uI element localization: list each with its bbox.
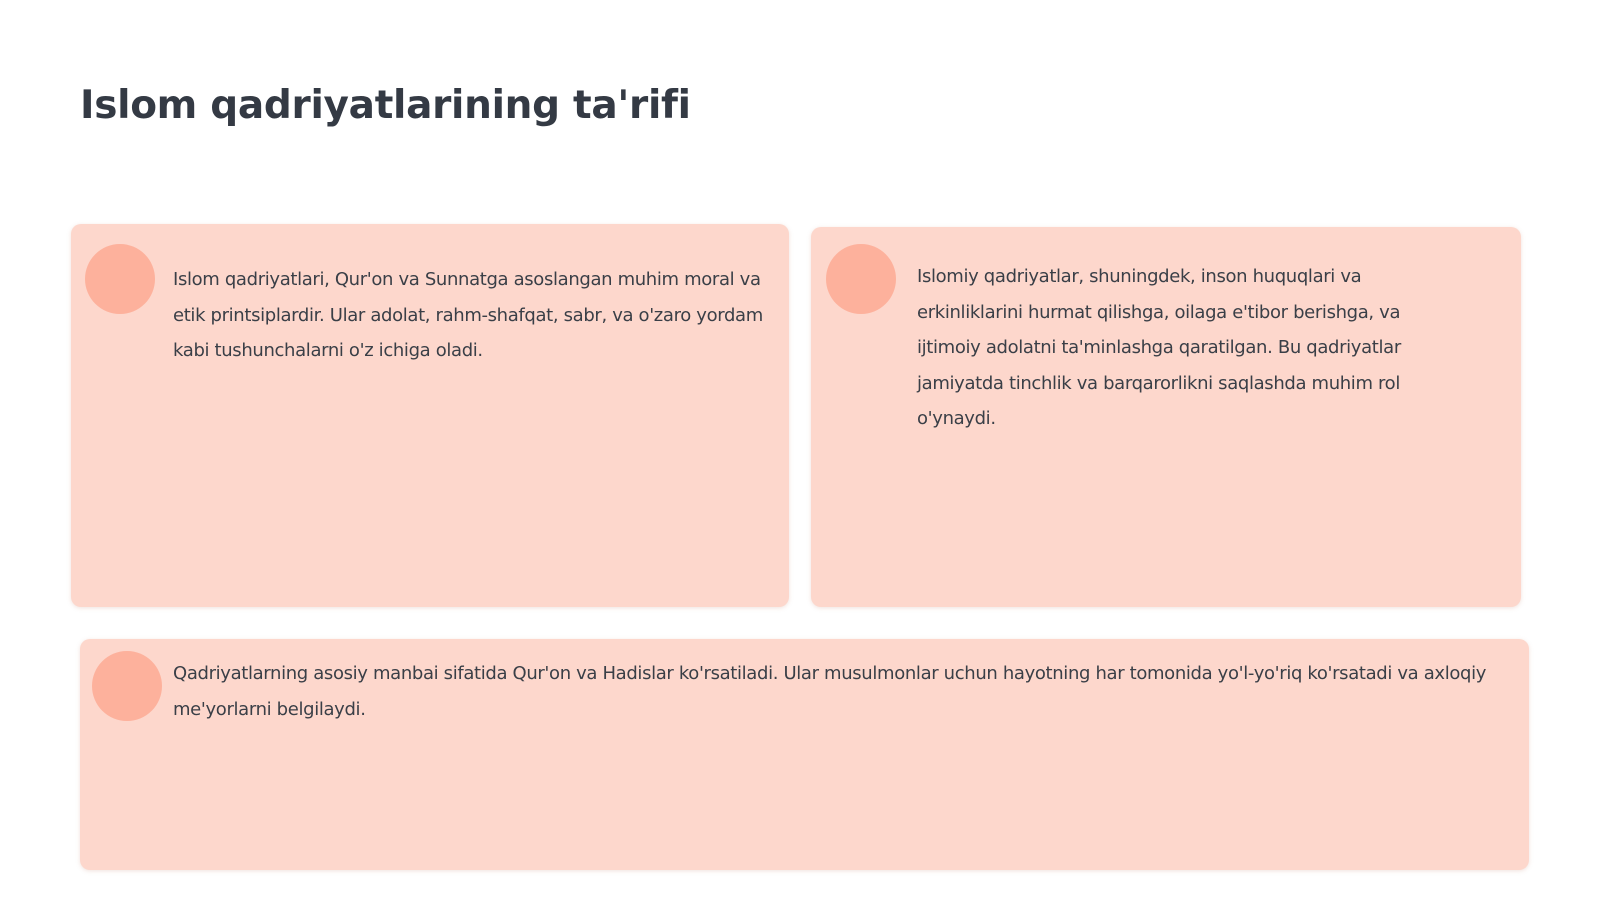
card-text: Qadriyatlarning asosiy manbai sifatida Qur'on va Hadislar ko'rsatiladi. Ular musulmonlar uchun hayotning har tomonida yo'l-yo'riq ko'rsatadi va axloqiy me'yorlarni belgilaydi. (173, 663, 1487, 720)
card-text: Islomiy qadriyatlar, shuningdek, inson huquqlari va erkinliklarini hurmat qilishga, oilaga e'tibor berishga, va ijtimoiy adolatni ta'minlashga qaratilgan. Bu qadriyatlar jamiyatda tinchlik va barqarorlikni saqlashda muhim rol o'ynaydi. (917, 266, 1401, 429)
card-text: Islom qadriyatlari, Qur'on va Sunnatga asoslangan muhim moral va etik printsiplardir. Ular adolat, rahm-shafqat, sabr, va o'zaro yordam kabi tushunchalarni o'z ichiga oladi. (173, 269, 763, 361)
slide-title: Islom qadriyatlarining ta'rifi (80, 83, 691, 128)
definition-card-2 (811, 227, 1521, 607)
circle-bullet-icon (826, 244, 896, 314)
circle-bullet-icon (92, 651, 162, 721)
definition-card-1 (71, 224, 789, 607)
definition-card-3 (80, 639, 1529, 870)
circle-bullet-icon (85, 244, 155, 314)
